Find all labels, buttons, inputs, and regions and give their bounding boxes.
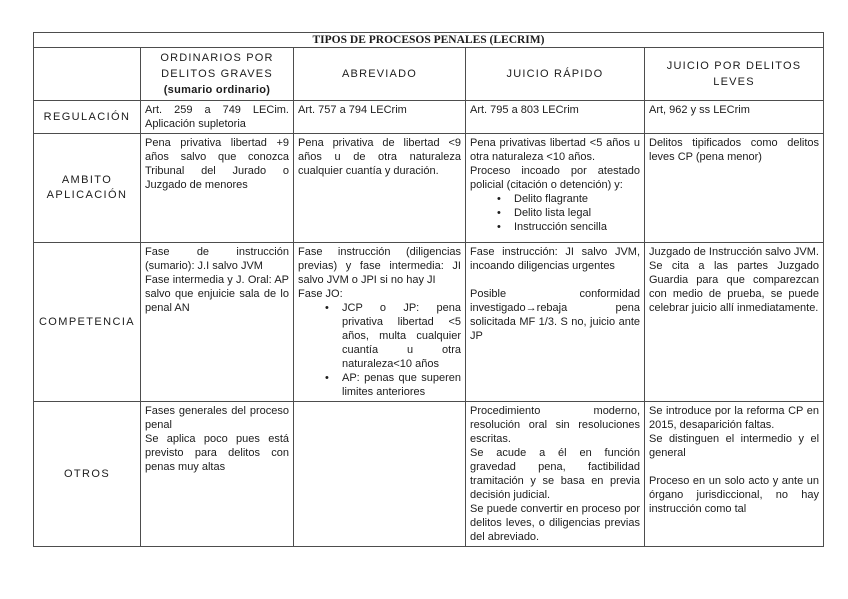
text-line: Fases generales del proceso penal (145, 405, 289, 431)
bullet-item (298, 301, 461, 371)
text-line: Art, 962 y ss LECrim (649, 104, 750, 116)
text-line: Fase intermedia y J. Oral: AP salvo que enjuicie sala de lo penal AN (145, 274, 289, 314)
text-line: Proceso en un solo acto y ante un órgano jurisdiccional, no hay instrucción como tal (649, 475, 820, 515)
row-label-regulacion: REGULACIÓN (34, 101, 141, 134)
text-line: Proceso incoado por atestado policial (citación o detención) y: (470, 165, 640, 191)
text-line: Pena privativa libertad +9 años salvo que conozca Tribunal del Jurado o Juzgado de menores (145, 137, 289, 191)
cell-ambito-juicio-rapido (466, 134, 645, 243)
table-title: TIPOS DE PROCESOS PENALES (LECRIM) (34, 33, 824, 48)
table-row-regulacion (34, 101, 824, 134)
column-header-abreviado: ABREVIADO (294, 48, 466, 101)
bullet-icon: • (497, 193, 501, 205)
text-line: Se distinguen el intermedio y el general (649, 433, 820, 459)
bullet-item (298, 371, 461, 399)
text-line (470, 273, 640, 287)
text-line: Juzgado de Instrucción salvo JVM. (649, 246, 819, 258)
table-row-otros (34, 402, 824, 547)
cell-competencia-juicio-rapido (466, 243, 645, 402)
cell-regulacion-ordinarios (141, 101, 294, 134)
row-label-otros: OTROS (34, 402, 141, 547)
bullet-item (470, 192, 640, 206)
bullet-text: Delito flagrante (514, 193, 588, 205)
cell-ambito-ordinarios (141, 134, 294, 243)
bullet-icon: • (325, 302, 329, 314)
bullet-item (470, 220, 640, 234)
bullet-item (470, 206, 640, 220)
text-line: Pena privativas libertad <5 años u otra naturaleza <10 años. (470, 137, 640, 163)
table-row-ambito-aplicacion (34, 134, 824, 243)
text-line: Se cita a las partes Juzgado Guardia para que comparezcan con medio de prueba, se puede celebrar juicio allí inmediatamente. (649, 260, 820, 314)
text-line: Fase JO: (298, 288, 343, 300)
cell-ambito-abreviado (294, 134, 466, 243)
cell-otros-juicio-rapido (466, 402, 645, 547)
column-header-ordinarios-main: ORDINARIOS POR DELITOS GRAVES (160, 52, 274, 80)
cell-otros-abreviado (294, 402, 466, 547)
cell-regulacion-juicio-rapido (466, 101, 645, 134)
bullet-icon: • (325, 372, 329, 384)
text-line: Fase de instrucción (sumario): J.I salvo JVM (145, 246, 289, 272)
column-header-juicio-rapido: JUICIO RÁPIDO (466, 48, 645, 101)
cell-competencia-delitos-leves (645, 243, 824, 402)
text-line: Procedimiento moderno, resolución oral sin resoluciones escritas. (470, 405, 640, 445)
column-header-ordinarios (141, 48, 294, 101)
text-line: Se aplica poco pues está previsto para delitos con penas muy altas (145, 433, 289, 473)
bullet-text: JCP o JP: pena privativa libertad <5 años, multa cualquier cuantía u otra naturaleza<10 años (342, 302, 461, 370)
table-row-competencia (34, 243, 824, 402)
header-row (34, 48, 824, 101)
bullet-icon: • (497, 221, 501, 233)
cell-regulacion-delitos-leves (645, 101, 824, 134)
text-line: Delitos tipificados como delitos leves CP (pena menor) (649, 137, 820, 163)
bullet-text: Delito lista legal (514, 207, 592, 219)
column-header-delitos-leves: JUICIO POR DELITOS LEVES (645, 48, 824, 101)
cell-competencia-abreviado (294, 243, 466, 402)
column-header-ordinarios-sub: (sumario ordinario) (163, 84, 271, 96)
text-line: Posible conformidad investigado→rebaja pena solicitada MF 1/3. S no, juicio ante JP (470, 288, 640, 342)
text-line: Art. 757 a 794 LECrim (298, 104, 407, 116)
text-line: Pena privativa de libertad <9 años u de otra naturaleza cualquier cuantía y duración. (298, 137, 461, 177)
text-line: Fase instrucción (diligencias previas) y fase intermedia: JI salvo JVM o JPI si no hay JI (298, 246, 461, 286)
bullet-icon: • (497, 207, 501, 219)
row-label-competencia: COMPETENCIA (34, 243, 141, 402)
bullet-text: AP: penas que superen limites anteriores (342, 372, 461, 398)
column-header-blank (34, 48, 141, 101)
text-line: Art. 259 a 749 LECim. Aplicación supletoria (145, 104, 289, 130)
cell-competencia-ordinarios (141, 243, 294, 402)
text-line (649, 460, 819, 474)
text-line: Se puede convertir en proceso por delitos leves, o diligencias previas del abreviado. (470, 503, 640, 543)
bullet-text: Instrucción sencilla (514, 221, 607, 233)
row-label-ambito-aplicacion: AMBITO APLICACIÓN (34, 134, 141, 243)
text-line: Se introduce por la reforma CP en 2015, desaparición faltas. (649, 405, 820, 431)
cell-otros-delitos-leves (645, 402, 824, 547)
procesos-penales-table (33, 32, 824, 547)
text-line: Fase instrucción: JI salvo JVM, incoando diligencias urgentes (470, 246, 640, 272)
cell-regulacion-abreviado (294, 101, 466, 134)
cell-otros-ordinarios (141, 402, 294, 547)
text-line: Art. 795 a 803 LECrim (470, 104, 579, 116)
text-line: Se acude a él en función gravedad pena, factibilidad tramitación y se basa en previa decisión judicial. (470, 447, 640, 501)
cell-ambito-delitos-leves (645, 134, 824, 243)
